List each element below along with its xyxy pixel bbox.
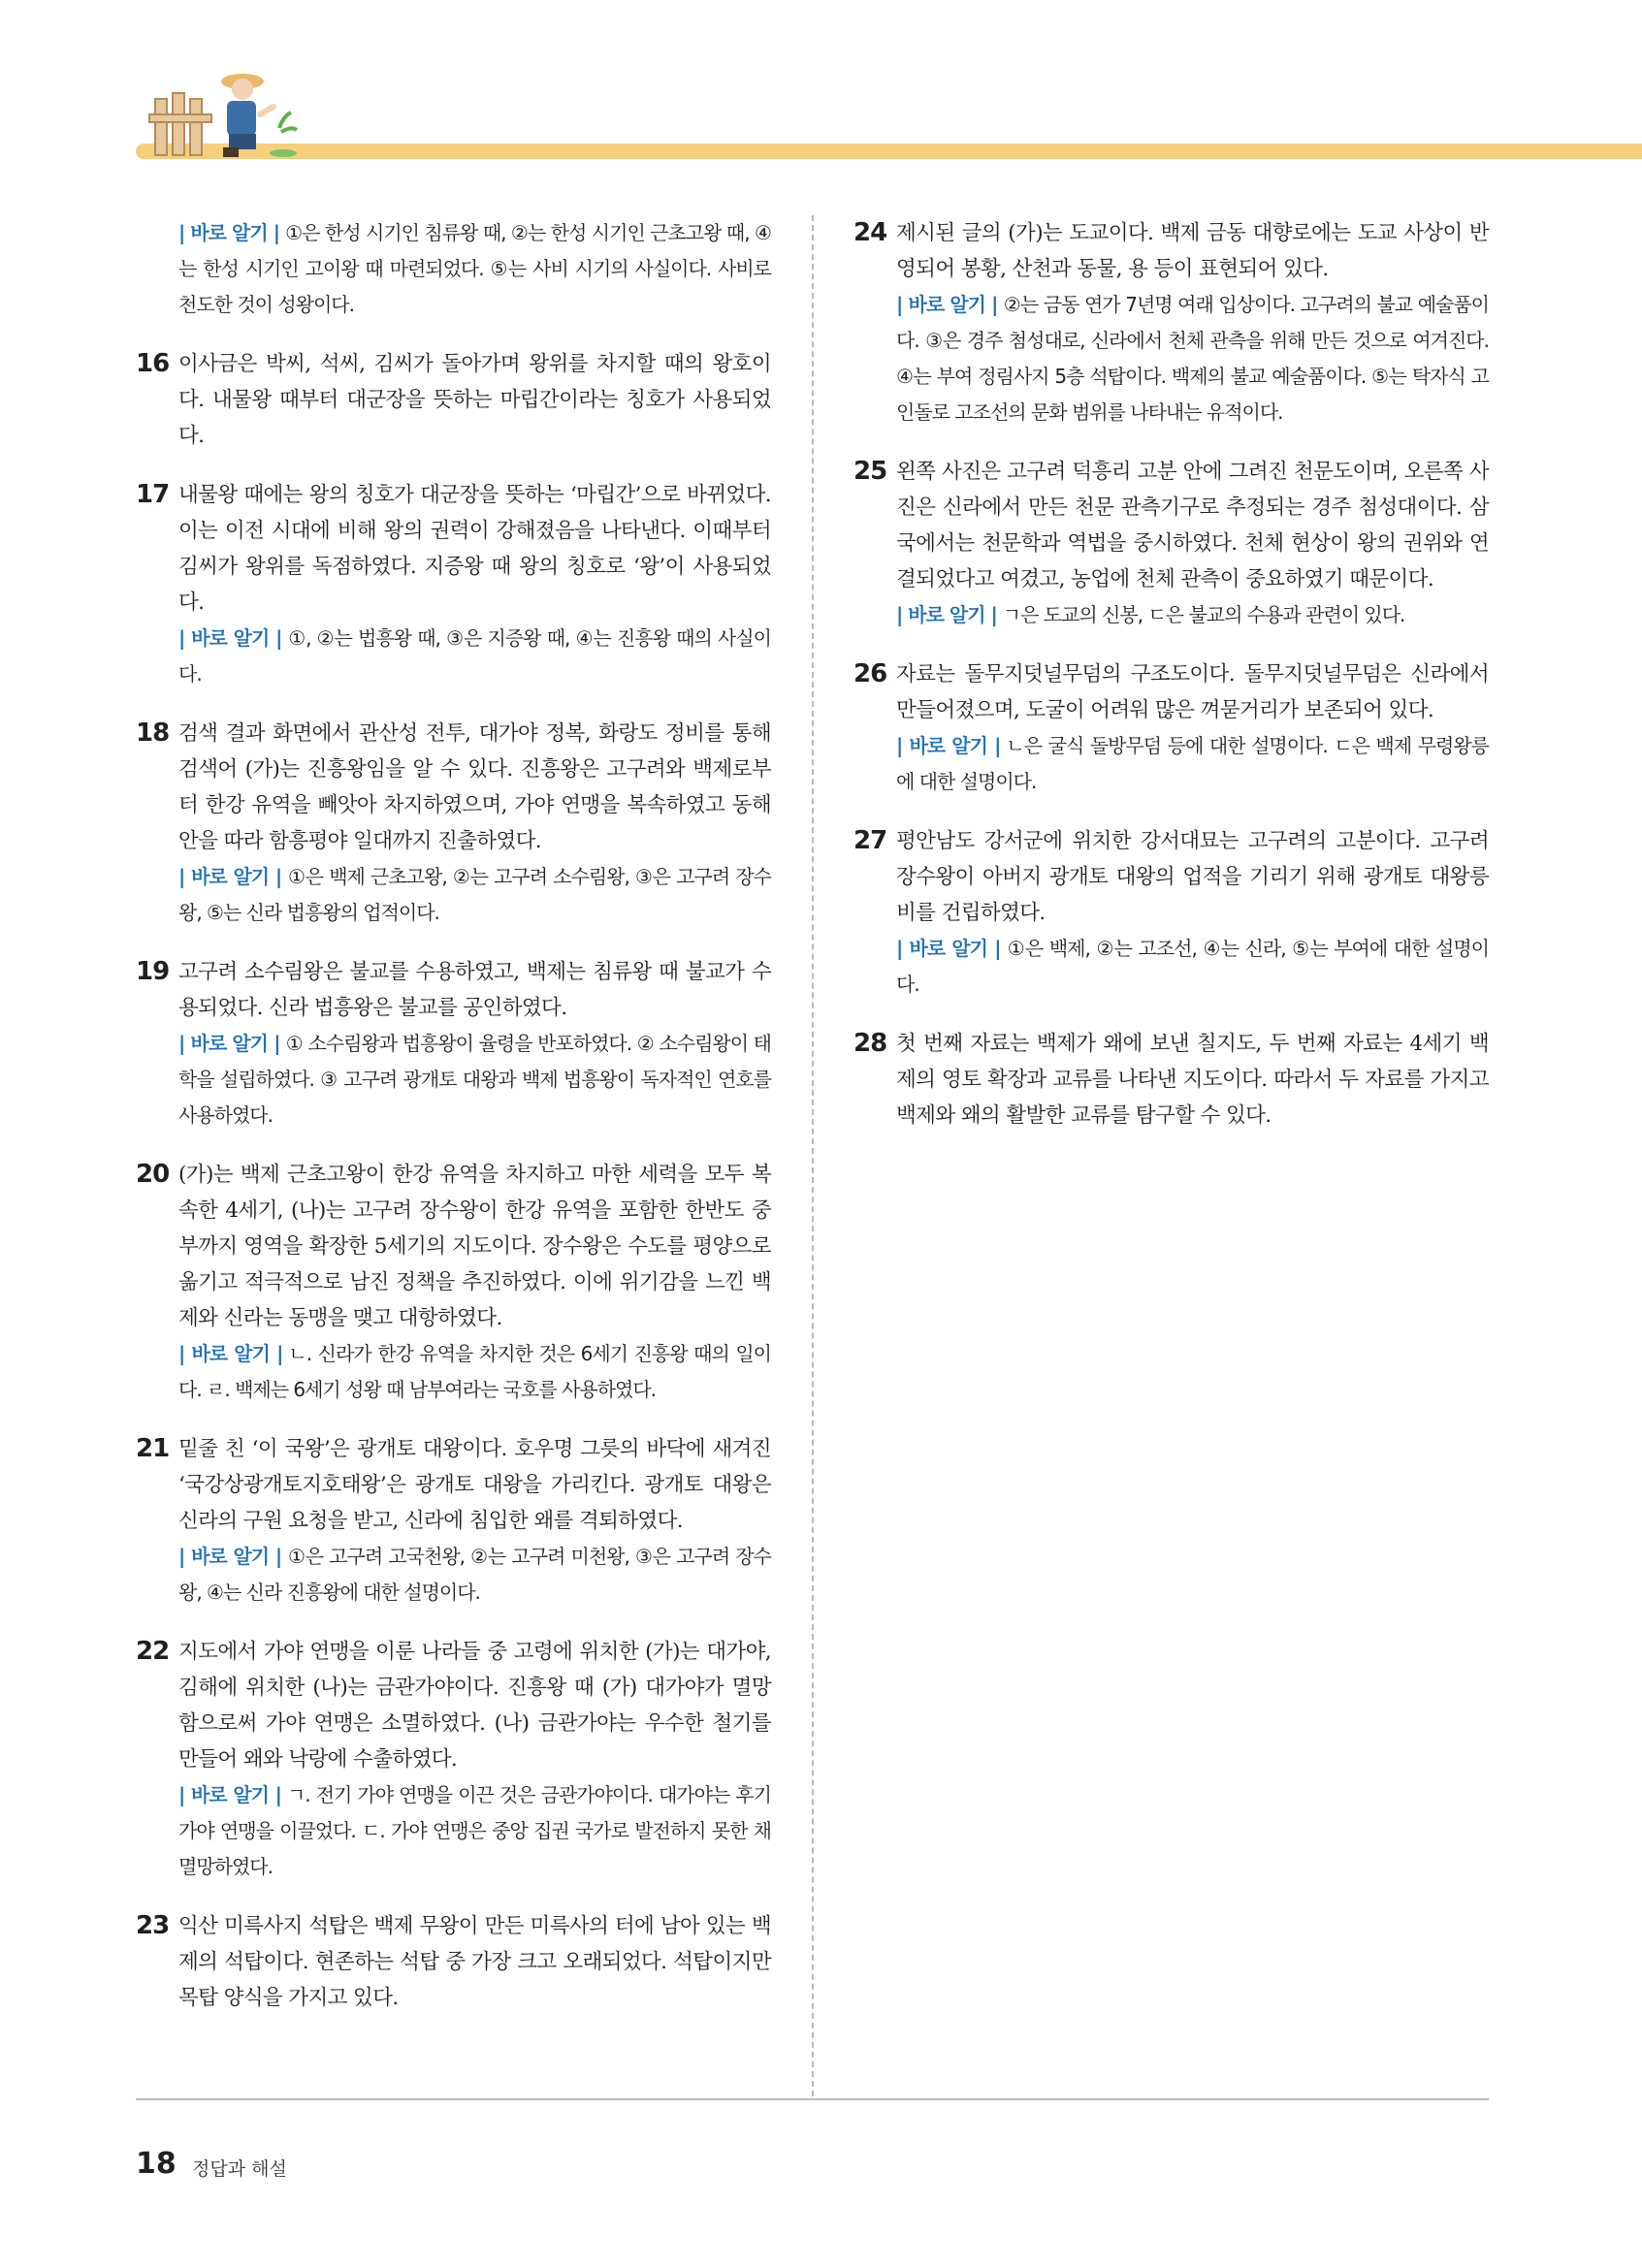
note-text: ①은 백제 근초고왕, ②는 고구려 소수림왕, ③은 고구려 장수왕, ⑤는 신라 법흥왕의 업적이다. — [178, 865, 771, 924]
note-text: ①, ②는 법흥왕 때, ③은 지증왕 때, ④는 진흥왕 때의 사실이다. — [178, 626, 771, 686]
question-number: 25 — [853, 457, 887, 486]
question-number: 20 — [136, 1160, 170, 1189]
question-number: 19 — [136, 957, 170, 986]
note-text: ㄴ. 신라가 한강 유역을 차지한 것은 6세기 진흥왕 때의 일이다. ㄹ. 백제는 6세기 성왕 때 남부여라는 국호를 사용하였다. — [178, 1342, 771, 1401]
question-number: 21 — [136, 1434, 170, 1463]
question-number: 24 — [853, 218, 887, 247]
header-band — [136, 144, 1642, 159]
list-item — [136, 1157, 771, 1408]
list-item — [136, 215, 771, 323]
explanation-text: 제시된 글의 (가)는 도교이다. 백제 금동 대향로에는 도교 사상이 반영되어 봉황, 산천과 동물, 용 등이 표현되어 있다. — [896, 221, 1489, 281]
note-label: | 바로 알기 | — [178, 1032, 280, 1055]
note-text: ①은 고구려 고국천왕, ②는 고구려 미천왕, ③은 고구려 장수왕, ④는 신라 진흥왕에 대한 설명이다. — [178, 1545, 771, 1604]
answer-note — [896, 728, 1489, 800]
footer-title: 정답과 해설 — [192, 2158, 287, 2180]
note-label: | 바로 알기 | — [896, 603, 997, 626]
gardener-illustration — [145, 60, 301, 165]
list-item — [853, 215, 1489, 431]
right-column — [853, 215, 1489, 1157]
question-number: 23 — [136, 1911, 170, 1940]
list-item — [136, 954, 771, 1134]
explanation-text: 첫 번째 자료는 백제가 왜에 보낸 칠지도, 두 번째 자료는 4세기 백제의 영토 확장과 교류를 나타낸 지도이다. 따라서 두 자료를 가지고 백제와 왜의 활발한 교류를 탐구할 수 있다. — [896, 1032, 1489, 1128]
answer-note — [178, 215, 771, 323]
answer-note — [178, 1777, 771, 1885]
note-label: | 바로 알기 | — [896, 734, 1001, 757]
note-label: | 바로 알기 | — [178, 1545, 282, 1568]
list-item — [853, 656, 1489, 800]
note-text: ① 소수림왕과 법흥왕이 율령을 반포하였다. ② 소수림왕이 태학을 설립하였다. ③ 고구려 광개토 대왕과 백제 법흥왕이 독자적인 연호를 사용하였다. — [178, 1032, 771, 1127]
note-text: ①은 한성 시기인 침류왕 때, ②는 한성 시기인 근초고왕 때, ④는 한성 시기인 고이왕 때 마련되었다. ⑤는 사비 시기의 사실이다. 사비로 천도한 것이 성왕이다. — [178, 221, 771, 316]
footer-divider — [136, 2098, 1489, 2100]
note-label: | 바로 알기 | — [178, 1783, 281, 1806]
answer-note — [178, 1336, 771, 1408]
note-label: | 바로 알기 | — [178, 626, 282, 650]
answer-note — [178, 859, 771, 931]
question-number: 26 — [853, 659, 887, 688]
answer-note — [896, 931, 1489, 1003]
note-label: | 바로 알기 | — [896, 937, 1001, 960]
column-divider — [812, 215, 814, 2096]
note-text: ㄱ은 도교의 신봉, ㄷ은 불교의 수용과 관련이 있다. — [1002, 603, 1405, 626]
note-label: | 바로 알기 | — [178, 221, 280, 244]
note-label: | 바로 알기 | — [178, 1342, 283, 1365]
note-text: ①은 백제, ②는 고조선, ④는 신라, ⑤는 부여에 대한 설명이다. — [896, 937, 1490, 996]
list-item — [136, 716, 771, 931]
note-text: ㄴ은 굴식 돌방무덤 등에 대한 설명이다. ㄷ은 백제 무령왕릉에 대한 설명이다. — [896, 734, 1489, 793]
list-item — [136, 1431, 771, 1611]
answer-note — [178, 1026, 771, 1134]
note-label: | 바로 알기 | — [178, 865, 282, 888]
answer-note — [896, 597, 1489, 633]
answer-note — [178, 1539, 771, 1611]
explanation-text: 검색 결과 화면에서 관산성 전투, 대가야 정복, 화랑도 정비를 통해 검색어 (가)는 진흥왕임을 알 수 있다. 진흥왕은 고구려와 백제로부터 한강 유역을 빼앗아 차지하였으며, 가야 연맹을 복속하였고 동해안을 따라 함흥평야 일대까지 진출하였다. — [178, 721, 771, 853]
answer-note — [178, 621, 771, 692]
explanation-text: 익산 미륵사지 석탑은 백제 무왕이 만든 미륵사의 터에 남아 있는 백제의 석탑이다. 현존하는 석탑 중 가장 크고 오래되었다. 석탑이지만 목탑 양식을 가지고 있다. — [178, 1914, 771, 2010]
explanation-text: (가)는 백제 근초고왕이 한강 유역을 차지하고 마한 세력을 모두 복속한 4세기, (나)는 고구려 장수왕이 한강 유역을 포함한 한반도 중부까지 영역을 확장한 5세기의 지도이다. 장수왕은 수도를 평양으로 옮기고 적극적으로 남진 정책을 추진하였다. 이에 위기감을 느낀 백제와 신라는 동맹을 맺고 대항하였다. — [178, 1163, 771, 1330]
question-number: 22 — [136, 1637, 170, 1666]
explanation-text: 평안남도 강서군에 위치한 강서대묘는 고구려의 고분이다. 고구려 장수왕이 아버지 광개토 대왕의 업적을 기리기 위해 광개토 대왕릉비를 건립하였다. — [896, 829, 1489, 925]
question-number: 17 — [136, 480, 170, 509]
list-item — [853, 1026, 1489, 1134]
note-text: ㄱ. 전기 가야 연맹을 이끈 것은 금관가야이다. 대가야는 후기 가야 연맹을 이끌었다. ㄷ. 가야 연맹은 중앙 집권 국가로 발전하지 못한 채 멸망하였다. — [178, 1783, 771, 1878]
explanation-text: 밑줄 친 ‘이 국왕’은 광개토 대왕이다. 호우명 그릇의 바닥에 새겨진 ‘국강상광개토지호태왕’은 광개토 대왕을 가리킨다. 광개토 대왕은 신라의 구원 요청을 받고, 신라에 침입한 왜를 격퇴하였다. — [178, 1437, 771, 1533]
question-number: 18 — [136, 719, 170, 748]
list-item — [136, 346, 771, 454]
question-number: 28 — [853, 1029, 887, 1058]
explanation-text: 내물왕 때에는 왕의 칭호가 대군장을 뜻하는 ‘마립간’으로 바뀌었다. 이는 이전 시대에 비해 왕의 권력이 강해졌음을 나타낸다. 이때부터 김씨가 왕위를 독점하였다. 지증왕 때 왕의 칭호로 ‘왕’이 사용되었다. — [178, 483, 771, 615]
page-number: 18 — [136, 2147, 177, 2181]
left-column — [136, 215, 771, 2039]
explanation-text: 이사금은 박씨, 석씨, 김씨가 돌아가며 왕위를 차지할 때의 왕호이다. 내물왕 때부터 대군장을 뜻하는 마립간이라는 칭호가 사용되었다. — [178, 352, 771, 448]
note-text: ②는 금동 연가 7년명 여래 입상이다. 고구려의 불교 예술품이다. ③은 경주 첨성대로, 신라에서 천체 관측을 위해 만든 것으로 여겨진다. ④는 부여 정림사지 5층 석탑이다. 백제의 불교 예술품이다. ⑤는 탁자식 고인돌로 고조선의 문화 범위를 나타내는 유적이다. — [896, 293, 1489, 424]
explanation-text: 고구려 소수림왕은 불교를 수용하였고, 백제는 침류왕 때 불교가 수용되었다. 신라 법흥왕은 불교를 공인하였다. — [178, 960, 771, 1020]
question-number: 27 — [853, 826, 887, 855]
list-item — [136, 1908, 771, 2016]
list-item — [853, 454, 1489, 633]
explanation-text: 왼쪽 사진은 고구려 덕흥리 고분 안에 그려진 천문도이며, 오른쪽 사진은 신라에서 만든 천문 관측기구로 추정되는 경주 첨성대이다. 삼국에서는 천문학과 역법을 중시하였다. 천체 현상이 왕의 권위와 연결되었다고 여겼고, 농업에 천체 관측이 중요하였기 때문이다. — [896, 460, 1489, 591]
question-number: 16 — [136, 349, 170, 378]
list-item — [136, 477, 771, 692]
explanation-text: 자료는 돌무지덧널무덤의 구조도이다. 돌무지덧널무덤은 신라에서 만들어졌으며, 도굴이 어려워 많은 껴묻거리가 보존되어 있다. — [896, 662, 1489, 722]
list-item — [853, 823, 1489, 1003]
note-label: | 바로 알기 | — [896, 293, 998, 316]
answer-note — [896, 287, 1489, 431]
list-item — [136, 1634, 771, 1885]
explanation-text: 지도에서 가야 연맹을 이룬 나라들 중 고령에 위치한 (가)는 대가야, 김해에 위치한 (나)는 금관가야이다. 진흥왕 때 (가) 대가야가 멸망함으로써 가야 연맹은 소멸하였다. (나) 금관가야는 우수한 철기를 만들어 왜와 낙랑에 수출하였다. — [178, 1640, 771, 1772]
